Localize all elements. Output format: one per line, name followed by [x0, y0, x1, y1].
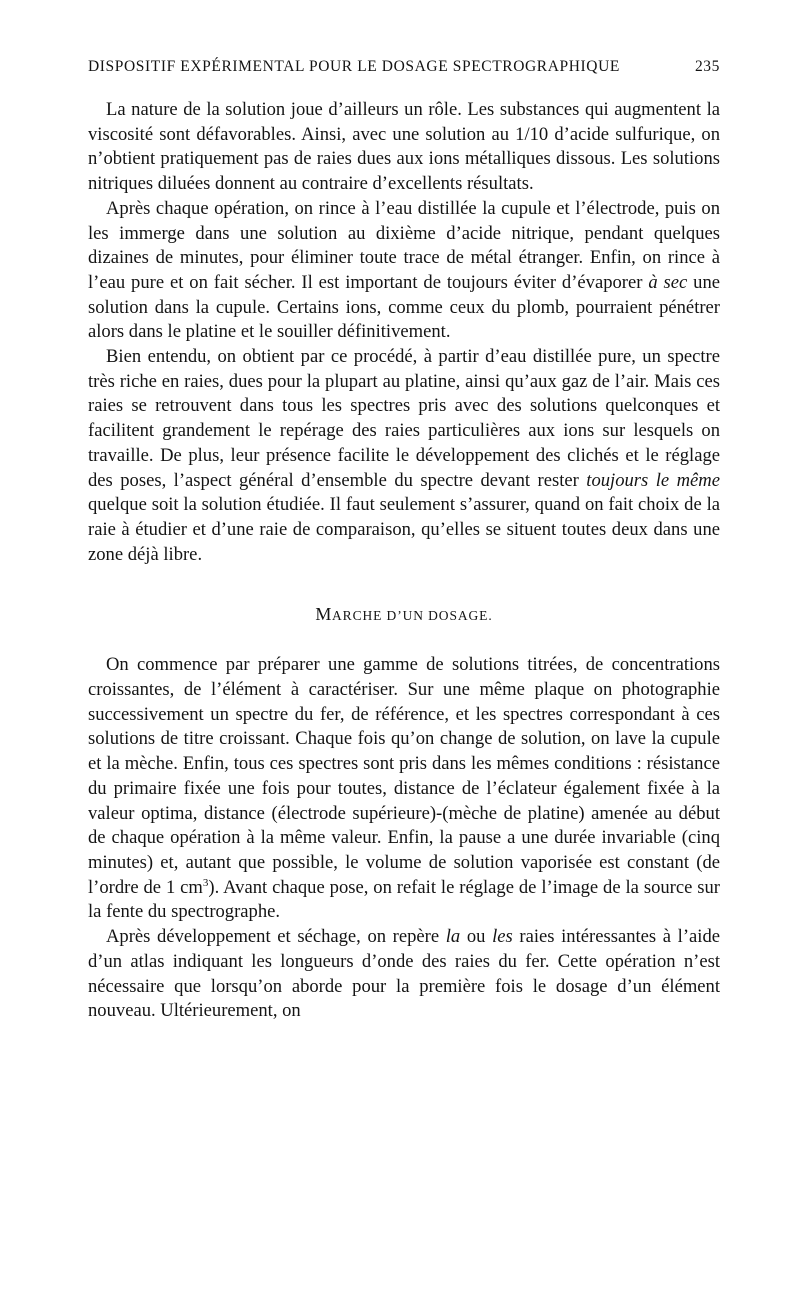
italic-text: les	[492, 926, 513, 948]
section-heading-text: ARCHE D’UN DOSAGE.	[332, 608, 493, 624]
text-run: On commence par préparer une gamme de solutions titrées, de concentrations croissantes, de l’élément à caractériser. Sur une même plaque on photographie successivement un spectre du fer, de référence, et les spectres correspondant à ces solutions de titre croissant. Chaque fois qu’on change de solution, on lave la cupule et la mèche. Enfin, tous ces spectres sont pris dans les mêmes conditions : résistance du primaire fixée une fois pour toutes, distance de l’éclateur également fixée à la valeur optima, distance (électrode supérieure)-(mèche de platine) amenée au début de chaque opération à la même valeur. Enfin, la pause a une durée invariable (cinq minutes) et, autant que possible, le volume de solution vaporisée est constant (de l’ordre de 1 cm	[88, 654, 720, 898]
superscript: 3	[202, 876, 209, 889]
italic-text: toujours le même	[586, 469, 720, 491]
text-run: La nature de la solution joue d’ailleurs un rôle. Les substances qui augmentent la viscosité sont défavorables. Ainsi, avec une solution au 1/10 d’acide sulfurique, on n’obtient pratiquement pas de raies dues aux ions métalliques dissous. Les solutions nitriques diluées donnent au contraire d’excellents résultats.	[88, 99, 720, 195]
page-number: 235	[694, 58, 720, 75]
italic-text: à sec	[648, 271, 688, 293]
running-title: DISPOSITIF EXPÉRIMENTAL POUR LE DOSAGE SPECTROGRAPHIQUE	[88, 58, 620, 75]
paragraph	[88, 197, 720, 345]
text-run: une solution dans la cupule. Certains ions, comme ceux du plomb, pourraient pénétrer alors dans le platine et le souiller définitivement.	[88, 271, 721, 343]
text-run: quelque soit la solution étudiée. Il faut seulement s’assurer, quand on fait choix de la raie à étudier et d’une raie de comparaison, qu’elles se situent toutes deux dans une zone déjà libre.	[88, 494, 720, 565]
text-run: Bien entendu, on obtient par ce procédé, à partir d’eau distillée pure, un spectre très riche en raies, dues pour la plupart au platine, ainsi qu’aux gaz de l’air. Mais ces raies se retrouvent dans tous les spectres pris avec des solutions quelconques et facilitent grandement le repérage des raies particulières aux ions sur lesquels on travaille. De plus, leur présence facilite le développement des clichés et le réglage des poses, l’aspect général d’ensemble du spectre devant rester	[88, 346, 720, 491]
italic-text: la	[445, 926, 461, 948]
text-run: Après chaque opération, on rince à l’eau distillée la cupule et l’électrode, puis on les immerge dans une solution au dixième d’acide nitrique, pendant quelques dizaines de minutes, pour éliminer toute trace de métal étranger. Enfin, on rince à l’eau pure et on fait sécher. Il est important de toujours éviter d’évaporer	[88, 197, 720, 293]
paragraph	[88, 653, 720, 925]
paragraph	[88, 98, 720, 197]
body-text	[88, 98, 720, 1024]
text-run: Après développement et séchage, on repère	[106, 926, 446, 948]
running-header	[88, 56, 720, 78]
text-run: raies intéressantes à l’aide d’un atlas indiquant les longueurs d’onde des raies du fer. Cette opération n’est nécessaire que lorsqu’on aborde pour la première fois le dosage d’un élément nouveau. Ultérieurement, on	[88, 926, 720, 1022]
book-page	[88, 56, 720, 1024]
section-heading	[88, 604, 720, 625]
text-run: ). Avant chaque pose, on refait le réglage de l’image de la source sur la fente du spectrographe.	[88, 876, 720, 923]
text-run: ou	[460, 926, 493, 948]
paragraph	[88, 925, 720, 1024]
section-heading-initial: M	[315, 604, 333, 625]
paragraph	[88, 345, 720, 567]
